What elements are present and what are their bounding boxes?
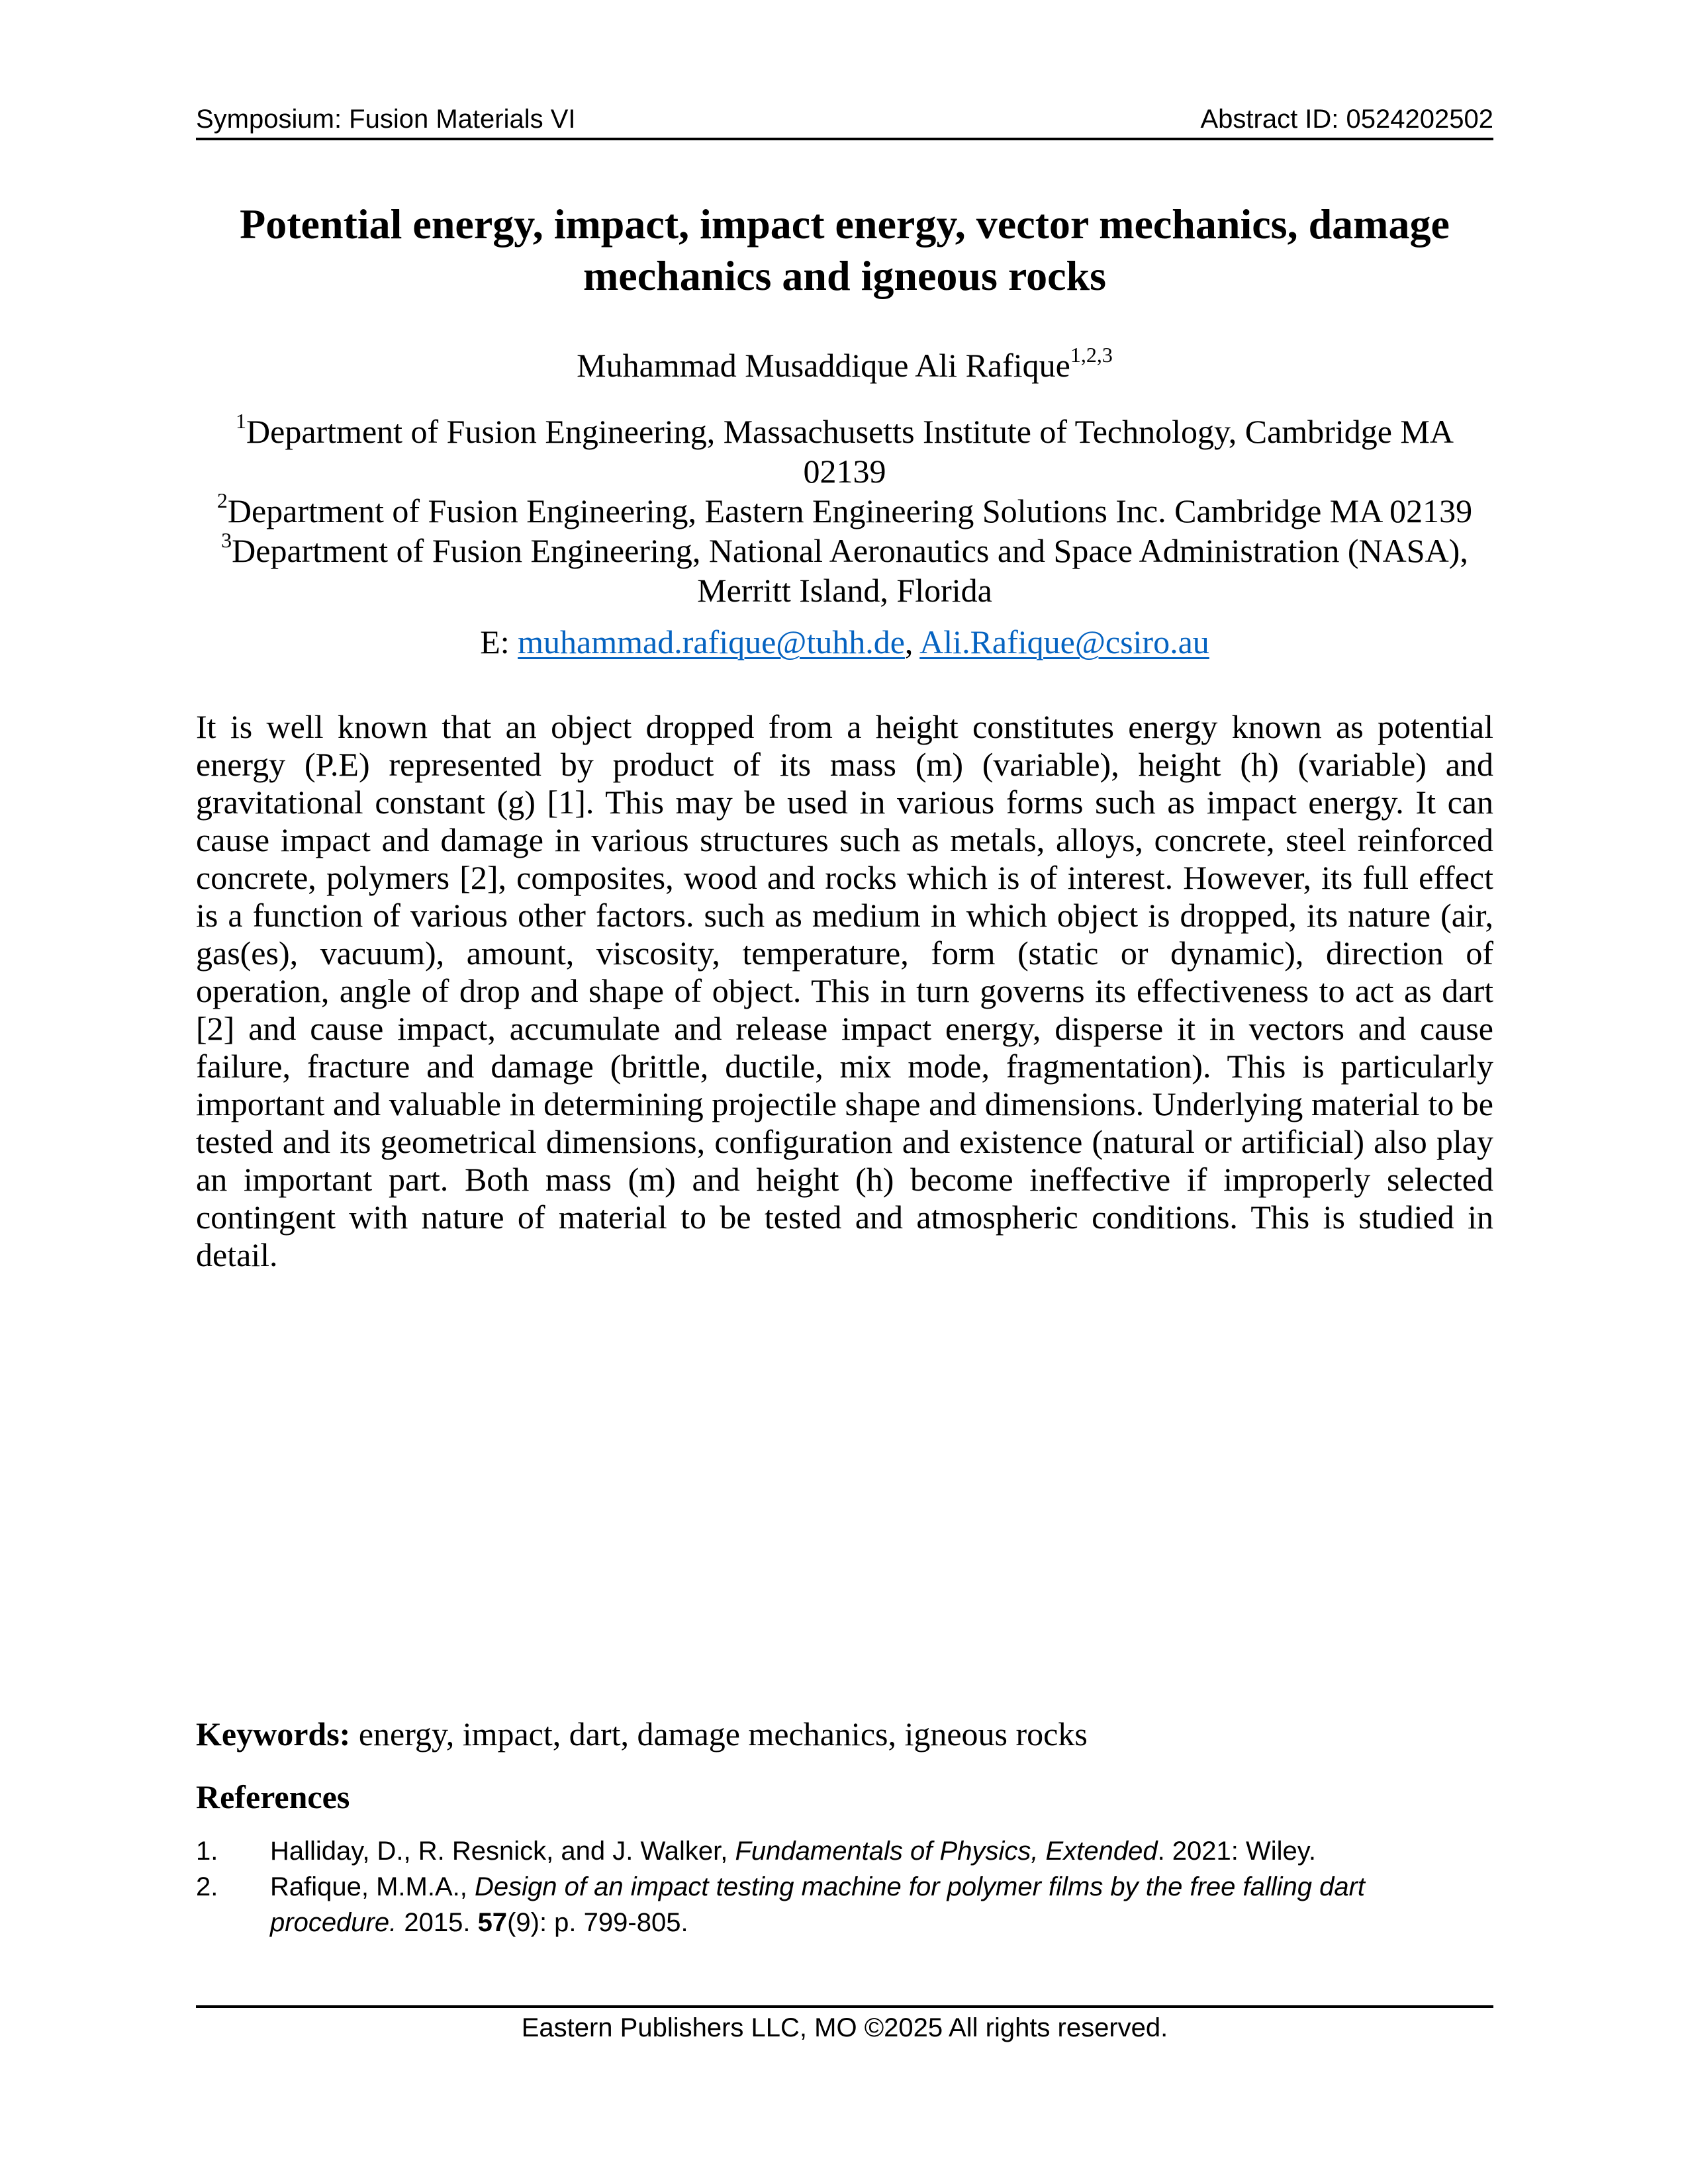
references-heading: References: [196, 1778, 350, 1815]
affiliation-3-continuation: Merritt Island, Florida: [697, 572, 992, 609]
reference-authors: Halliday, D., R. Resnick, and J. Walker,: [270, 1837, 735, 1866]
title-line-1: Potential energy, impact, impact energy, vector mechanics, damage: [240, 201, 1450, 248]
affiliation-1: [196, 409, 1493, 491]
reference-number: 2.: [196, 1872, 218, 1901]
affiliation-mark: 3: [221, 528, 232, 552]
reference-details: (9): p. 799-805.: [507, 1908, 688, 1937]
keywords-label: Keywords:: [196, 1715, 351, 1752]
paper-title: [196, 199, 1493, 302]
reference-text: [270, 1833, 1493, 1869]
abstract-id: Abstract ID: 0524202502: [1200, 105, 1493, 134]
affiliation-text: Department of Fusion Engineering, National Aeronautics and Space Administration (NASA),: [232, 532, 1468, 569]
footer-copyright: Eastern Publishers LLC, MO ©2025 All rights reserved.: [521, 2013, 1168, 2042]
abstract-body: It is well known that an object dropped from a height constitutes energy known as potential energy (P.E) represented by product of its mass (m) (variable), height (h) (variable) and gravitational constant (g) [1]. This may be used in various forms such as impact energy. It can cause impact and damage in various structures such as metals, alloys, concrete, steel reinforced concrete, polymers [2], composites, wood and rocks which is of interest. However, its full effect is a function of various other factors. such as medium in which object is dropped, its nature (air, gas(es), vacuum), amount, viscosity, temperature, form (static or dynamic), direction of operation, angle of drop and shape of object. This in turn governs its effectiveness to act as dart [2] and cause impact, accumulate and release impact energy, disperse it in vectors and cause failure, fracture and damage (brittle, ductile, mix mode, fragmentation). This is particularly important and valuable in determining projectile shape and dimensions. Underlying material to be tested and its geometrical dimensions, configuration and existence (natural or artificial) also play an important part. Both mass (m) and height (h) become ineffective if improperly selected contingent with nature of material to be tested and atmospheric conditions. This is studied in detail.: [196, 708, 1493, 1273]
reference-title: Design of an impact testing machine for polymer films by the free falling dart procedure.: [270, 1872, 1366, 1937]
affiliation-2: [196, 488, 1493, 531]
author-affiliation-marks: 1,2,3: [1070, 343, 1113, 367]
reference-item: [196, 1833, 1493, 1869]
contact-emails: [196, 622, 1493, 662]
affiliation-mark: 1: [236, 409, 247, 433]
keywords: [196, 1715, 1493, 1753]
author-name: Muhammad Musaddique Ali Rafique: [577, 347, 1070, 384]
reference-details: . 2021: Wiley.: [1157, 1837, 1316, 1866]
reference-number: 1.: [196, 1837, 218, 1866]
affiliation-3: [196, 528, 1493, 570]
reference-year: 2015.: [397, 1908, 478, 1937]
email-link-2[interactable]: Ali.Rafique@csiro.au: [919, 623, 1209, 660]
author-line: [196, 345, 1493, 385]
affiliation-mark: 2: [216, 488, 228, 512]
reference-authors: Rafique, M.M.A.,: [270, 1872, 475, 1901]
title-line-2: mechanics and igneous rocks: [583, 252, 1107, 299]
email-link-1[interactable]: muhammad.rafique@tuhh.de: [518, 623, 905, 660]
affiliation-text: Department of Fusion Engineering, Massachusetts Institute of Technology, Cambridge MA 02139: [246, 413, 1454, 490]
reference-volume: 57: [477, 1908, 508, 1937]
symposium-name: Symposium: Fusion Materials VI: [196, 105, 576, 134]
reference-text: [270, 1869, 1493, 1940]
affiliations: [196, 409, 1493, 610]
running-header: [196, 101, 1493, 140]
email-label: E:: [480, 623, 518, 660]
keywords-text: energy, impact, dart, damage mechanics, igneous rocks: [350, 1715, 1088, 1752]
email-separator: ,: [904, 623, 920, 660]
references-list: [196, 1833, 1493, 1940]
reference-item: [196, 1869, 1493, 1940]
reference-title: Fundamentals of Physics, Extended: [735, 1837, 1158, 1866]
footer-divider: [196, 2005, 1493, 2008]
affiliation-text: Department of Fusion Engineering, Eastern Engineering Solutions Inc. Cambridge MA 02139: [227, 492, 1473, 529]
